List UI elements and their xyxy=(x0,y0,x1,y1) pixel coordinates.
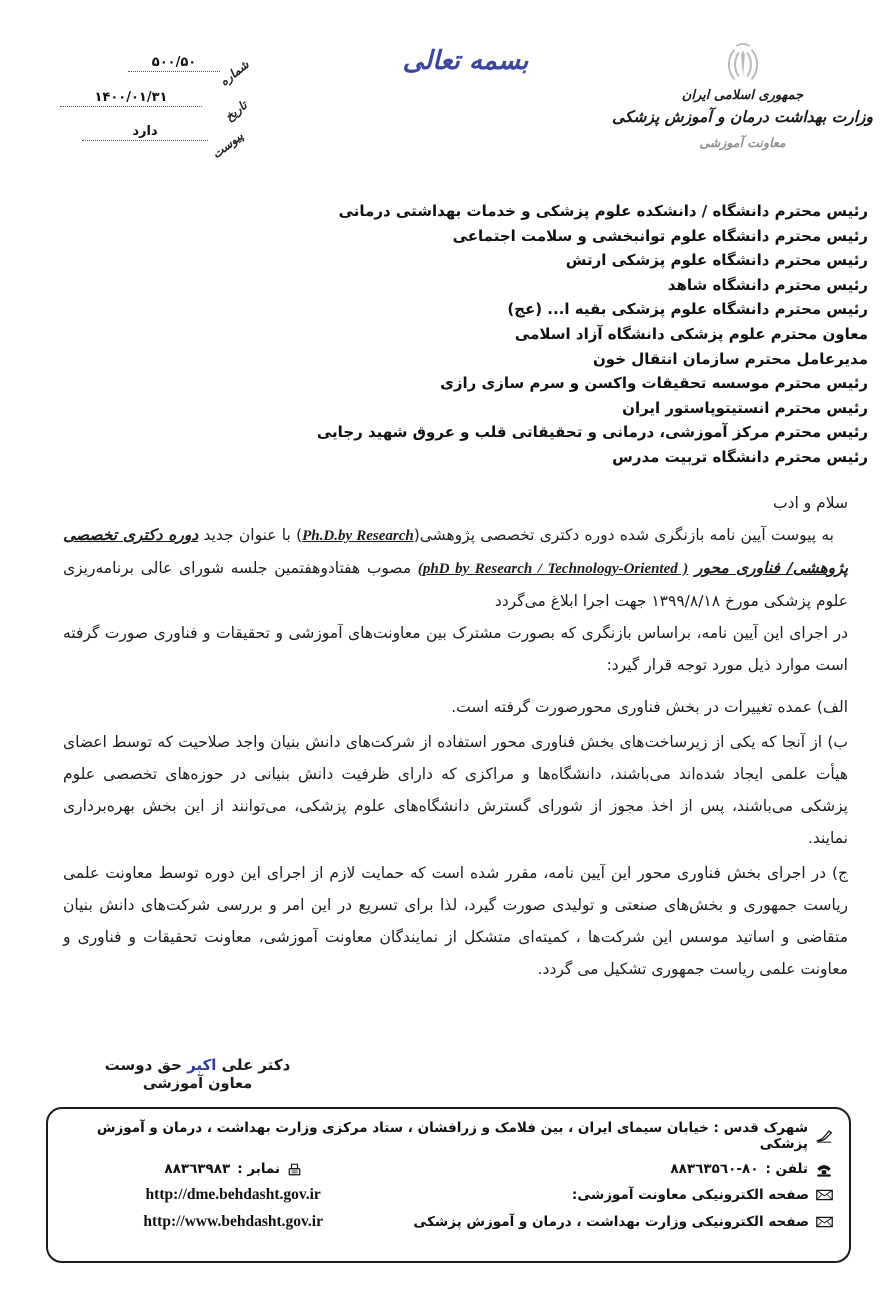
phone-icon xyxy=(815,1162,833,1177)
fax-number: ۸۸۳٦۳۹۸۳ xyxy=(164,1161,231,1177)
paragraph-intro xyxy=(63,519,848,617)
ministry-web-url: http://www.behdasht.gov.ir xyxy=(143,1213,323,1230)
recipient-line: مدیرعامل محترم سازمان انتقال خون xyxy=(592,349,868,368)
footer-contact-box xyxy=(46,1107,851,1263)
intro-text-3: مصوب هفتادوهفتمین جلسه شورای عالی برنامه‌ریزی علوم پزشکی مورخ ۱۳۹۹/۸/۱۸ جهت اجرا ابلاغ می‌گردد xyxy=(63,559,848,610)
footer-ministry-web-row xyxy=(64,1213,833,1231)
recipient-line: رئیس محترم مرکز آموزشی، درمانی و تحقیقاتی قلب و عروق شهید رجایی xyxy=(316,423,868,442)
reference-block xyxy=(0,0,270,185)
envelope-icon xyxy=(816,1189,833,1201)
phone-label: تلفن : xyxy=(765,1161,808,1177)
bismillah-calligraphy: بسمه تعالی xyxy=(402,46,529,76)
letterhead xyxy=(600,42,885,150)
envelope-icon xyxy=(816,1216,833,1228)
letter-body xyxy=(63,487,848,985)
signer-name-pre: دکتر علی xyxy=(216,1056,291,1074)
phd-by-research-latin: Ph.D.by Research xyxy=(302,528,414,544)
item-be: ب) از آنجا که یکی از زیرساخت‌های بخش فناوری محور استفاده از شرکت‌های دانش بنیان واجد صلاحیت که توسط اعضای هیأت علمی ایجاد شده‌اند می‌باشند، دانشگاه‌ها و مراکزی که دارای ظرفیت دانش بنیانی در حوزه‌های تخصصی علوم پزشکی می‌باشند، پس از اخذ مجوز از شورای گسترش دانشگاه‌های علوم پزشکی، می‌توانند از این بخش بهره‌برداری نمایند. xyxy=(63,733,848,847)
letterhead-country: جمهوری اسلامی ایران xyxy=(681,88,804,103)
program-title-latin: (phD by Research / Technology-Oriented ) xyxy=(417,561,689,577)
letter-number-label: شماره xyxy=(217,57,252,89)
signature-block xyxy=(80,1056,315,1092)
intro-text-1: به پیوست آیین نامه بازنگری شده دوره دکتری تخصصی پژوهشی( xyxy=(413,526,834,544)
program-title-persian: دوره دکتری تخصصی پژوهشی/ فناوری محور xyxy=(63,526,849,577)
ministry-web-label: صفحه الکترونیکی وزارت بهداشت ، درمان و آموزش پزشکی xyxy=(413,1214,809,1230)
recipient-line: رئیس محترم دانشگاه شاهد xyxy=(667,275,868,294)
salutation: سلام و ادب xyxy=(773,494,848,512)
letter-attachment-value: دارد xyxy=(82,124,208,141)
intro-text-2: ) با عنوان جدید xyxy=(198,526,303,544)
recipient-line: معاون محترم علوم پزشکی دانشگاه آزاد اسلامی xyxy=(514,324,868,343)
signer-title: معاون آموزشی xyxy=(142,1076,253,1092)
phone-number: ۸۸۳٦۳۵٦۰-۸۰ xyxy=(670,1161,759,1177)
recipient-line: رئیس محترم دانشگاه علوم پزشکی بقیه ا... (عج) xyxy=(507,300,868,319)
letter-attachment-label: پیوست xyxy=(209,128,246,162)
letterhead-ministry: وزارت بهداشت درمان و آموزش پزشکی xyxy=(611,108,874,126)
footer-address-row xyxy=(64,1120,833,1152)
deputy-web-label: صفحه الکترونیکی معاونت آموزشی: xyxy=(571,1187,809,1203)
footer-phone-fax-row xyxy=(64,1161,833,1177)
letter-number-value: ۵۰۰/۵۰ xyxy=(128,55,220,72)
footer-address: شهرک قدس : خیابان سیمای ایران ، بین فلامک و زرافشان ، ستاد مرکزی وزارت بهداشت ، درمان و آموزش پزشکی xyxy=(96,1120,808,1152)
letterhead-deputy: معاونت آموزشی xyxy=(699,135,786,150)
signer-name xyxy=(80,1056,315,1074)
recipients-list xyxy=(317,199,868,470)
fax-icon xyxy=(287,1162,302,1177)
recipient-line: رئیس محترم انستیتوپاستور ایران xyxy=(622,398,868,417)
recipient-line: رئیس محترم موسسه تحقیقات واکسن و سرم سازی رازی xyxy=(440,374,868,393)
paragraph-implementation: در اجرای این آیین نامه، براساس بازنگری که بصورت مشترک بین معاونت‌های آموزشی و تحقیقات و فناوری صورت گرفته است موارد ذیل مورد توجه قرار گیرد: xyxy=(63,624,848,674)
iran-emblem-icon xyxy=(600,42,885,86)
recipient-line: رئیس محترم دانشگاه تربیت مدرس xyxy=(612,447,868,466)
recipient-line: رئیس محترم دانشگاه علوم توانبخشی و سلامت اجتماعی xyxy=(452,226,868,245)
fax-label: نمابر : xyxy=(237,1161,281,1177)
recipient-line: رئیس محترم دانشگاه علوم پزشکی ارتش xyxy=(565,251,868,270)
signer-name-highlight: اکبر xyxy=(187,1056,217,1074)
item-alef: الف) عمده تغییرات در بخش فناوری محورصورت گرفته است. xyxy=(451,698,848,716)
deputy-web-url: http://dme.behdasht.gov.ir xyxy=(145,1186,321,1203)
footer-deputy-web-row xyxy=(64,1186,833,1204)
signer-name-post: حق دوست xyxy=(104,1056,188,1074)
letter-date-value: ۱۴۰۰/۰۱/۳۱ xyxy=(60,90,202,107)
recipient-line: رئیس محترم دانشگاه / دانشکده علوم پزشکی و خدمات بهداشتی درمانی xyxy=(338,202,868,220)
letter-date-label: تاریخ xyxy=(222,98,250,124)
pen-address-icon xyxy=(815,1129,833,1143)
item-jim: ج) در اجرای بخش فناوری محور این آیین نامه، مقرر شده است که حمایت لازم از اجرای این دوره توسط معاونت علمی ریاست جمهوری و بخش‌های صنعتی و تولیدی صورت گیرد، لذا برای تسریع در این امر و بررسی شرکت‌های دانش بنیان متقاضی و اساتید موسس این شرکت‌ها ، کمیته‌ای متشکل از نمایندگان معاونت آموزشی، معاونت تحقیقات و فناوری و معاونت علمی ریاست جمهوری تشکیل می گردد. xyxy=(63,864,848,978)
